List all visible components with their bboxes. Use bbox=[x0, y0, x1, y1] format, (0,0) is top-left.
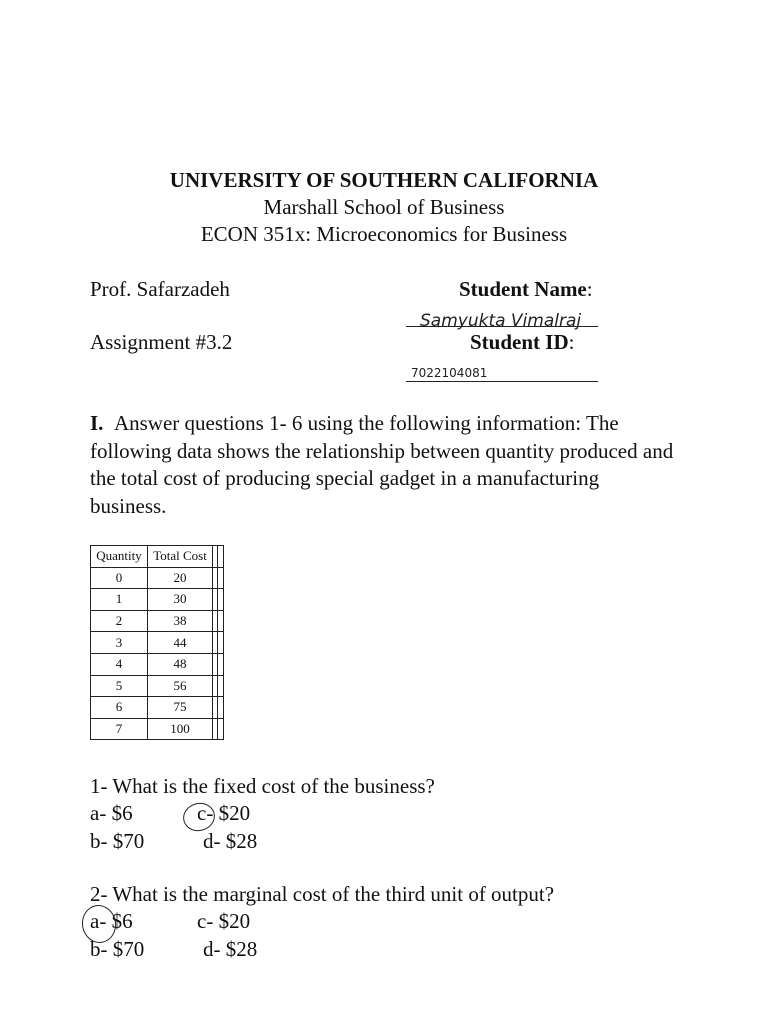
quantity-cell: 5 bbox=[91, 675, 148, 697]
total-cost-cell: 38 bbox=[148, 610, 213, 632]
quantity-cell: 0 bbox=[91, 567, 148, 589]
question-2-option-c: c- $20 bbox=[197, 909, 251, 933]
total-cost-cell: 20 bbox=[148, 567, 213, 589]
question-2-option-b: b- $70 bbox=[90, 937, 145, 961]
total-cost-cell: 44 bbox=[148, 632, 213, 654]
student-id-colon: : bbox=[568, 330, 575, 354]
total-cost-cell: 56 bbox=[148, 675, 213, 697]
empty-cell bbox=[218, 610, 224, 632]
professor-name: Prof. Safarzadeh bbox=[90, 277, 230, 301]
course-title: ECON 351x: Microeconomics for Business bbox=[200, 222, 568, 246]
student-name-label: Student Name bbox=[459, 277, 587, 301]
quantity-cell: 2 bbox=[91, 610, 148, 632]
student-name-handwritten: Samyukta Vimalraj bbox=[420, 311, 582, 331]
empty-cell bbox=[218, 718, 224, 740]
table-row bbox=[91, 653, 224, 675]
quantity-cell: 6 bbox=[91, 697, 148, 719]
total-cost-cell: 48 bbox=[148, 653, 213, 675]
quantity-cell: 1 bbox=[91, 589, 148, 611]
assignment-number: Assignment #3.2 bbox=[90, 330, 233, 354]
question-1-option-a: a- $6 bbox=[90, 801, 133, 825]
table-row bbox=[91, 632, 224, 654]
option-c-value: $20 bbox=[213, 801, 251, 825]
total-cost-cell: 100 bbox=[148, 718, 213, 740]
table-row bbox=[91, 589, 224, 611]
empty-cell bbox=[218, 589, 224, 611]
empty-cell bbox=[218, 675, 224, 697]
question-1-option-b: b- $70 bbox=[90, 829, 145, 853]
empty-cell bbox=[218, 546, 224, 568]
table-row bbox=[91, 675, 224, 697]
table-header-row bbox=[91, 546, 224, 568]
student-name-colon: : bbox=[586, 277, 593, 301]
empty-cell bbox=[218, 632, 224, 654]
cost-table bbox=[90, 545, 224, 740]
question-2-prompt: 2- What is the marginal cost of the third unit of output? bbox=[90, 882, 555, 906]
university-title: UNIVERSITY OF SOUTHERN CALIFORNIA bbox=[169, 168, 599, 192]
student-id-line bbox=[406, 381, 598, 382]
quantity-cell: 3 bbox=[91, 632, 148, 654]
student-name-label-row bbox=[459, 277, 593, 302]
header-total-cost: Total Cost bbox=[148, 546, 213, 568]
table-row bbox=[91, 567, 224, 589]
empty-cell bbox=[218, 567, 224, 589]
total-cost-cell: 30 bbox=[148, 589, 213, 611]
student-id-label-row bbox=[470, 330, 574, 355]
option-a-prefix: a- bbox=[90, 909, 107, 933]
section-instructions bbox=[90, 410, 680, 520]
option-a-value: $6 bbox=[106, 909, 133, 933]
table-row bbox=[91, 718, 224, 740]
quantity-cell: 7 bbox=[91, 718, 148, 740]
header-quantity: Quantity bbox=[91, 546, 148, 568]
option-c-prefix: c- bbox=[197, 801, 214, 825]
section-text: Answer questions 1- 6 using the following information: The following data shows the relationship between quantity produced and the total cost of producing special gadget in a manufacturing business. bbox=[90, 411, 674, 518]
table-row bbox=[91, 610, 224, 632]
school-name: Marshall School of Business bbox=[263, 195, 505, 219]
empty-cell bbox=[218, 697, 224, 719]
student-name-line bbox=[406, 326, 598, 327]
table-row bbox=[91, 697, 224, 719]
question-1-option-d: d- $28 bbox=[203, 829, 258, 853]
student-id-handwritten: 7022104081 bbox=[411, 366, 488, 380]
empty-cell bbox=[218, 653, 224, 675]
student-id-label: Student ID bbox=[470, 330, 569, 354]
question-2-option-d: d- $28 bbox=[203, 937, 258, 961]
total-cost-cell: 75 bbox=[148, 697, 213, 719]
section-numeral: I. bbox=[90, 411, 104, 435]
question-1-prompt: 1- What is the fixed cost of the business? bbox=[90, 774, 435, 798]
quantity-cell: 4 bbox=[91, 653, 148, 675]
